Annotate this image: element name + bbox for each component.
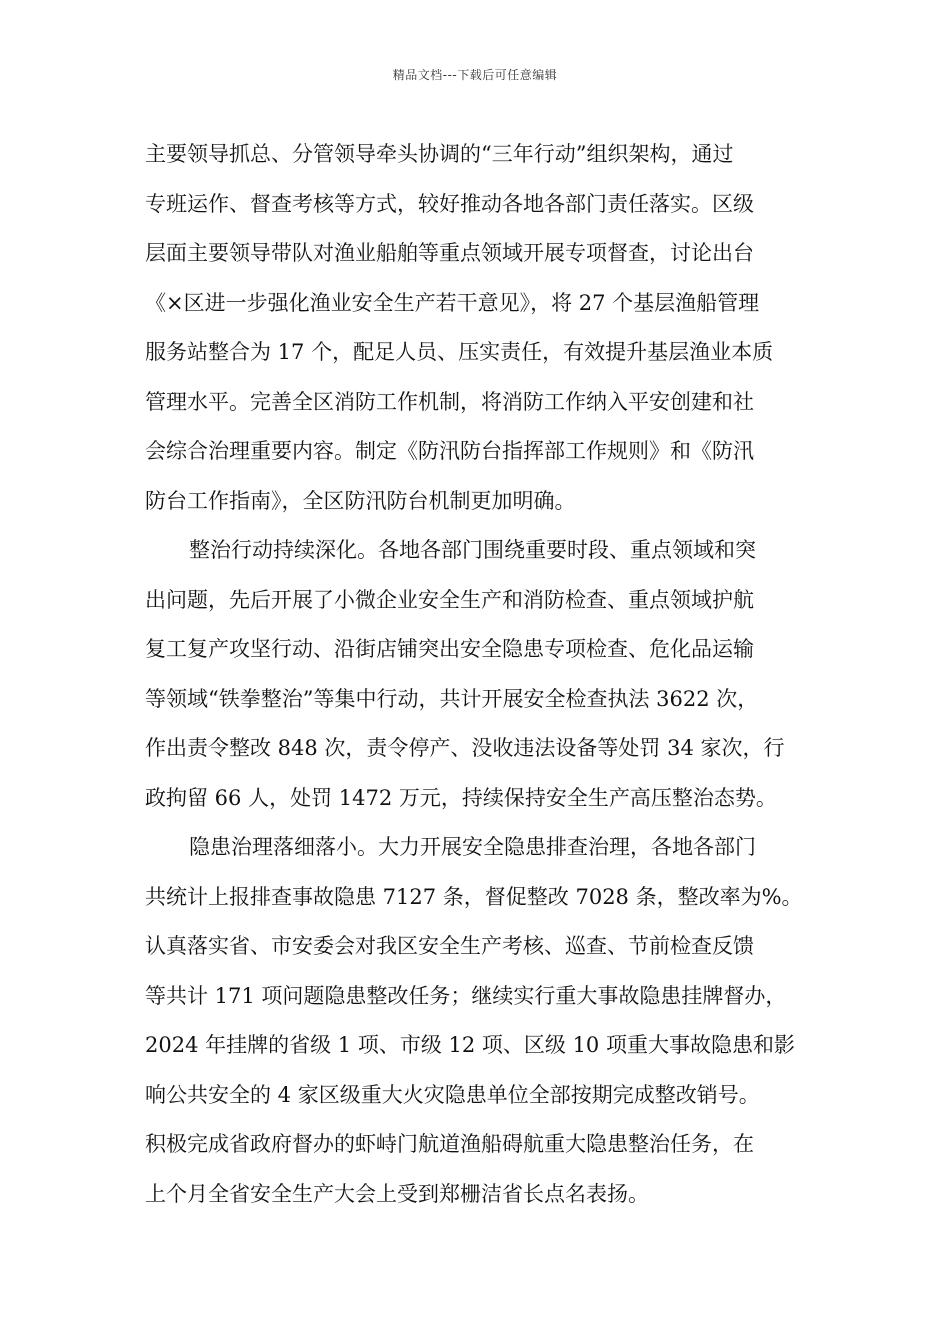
text-line: 出问题，先后开展了小微企业安全生产和消防检查、重点领域护航 xyxy=(145,587,754,612)
text-line: 等共计 171 项问题隐患整改任务；继续实行重大事故隐患挂牌督办， xyxy=(145,983,787,1008)
text-line: 等领域“铁拳整治”等集中行动，共计开展安全检查执法 3622 次， xyxy=(145,686,759,711)
paragraph-first-line: 整治行动持续深化。各地各部门围绕重要时段、重点领域和突 xyxy=(189,538,756,562)
document-body xyxy=(145,130,813,1219)
text-line: 作出责令整改 848 次，责令停产、没收违法设备等处罚 34 家次，行 xyxy=(145,736,785,760)
text-line: 《×区进一步强化渔业安全生产若干意见》，将 27 个基层渔船管理 xyxy=(145,290,760,315)
text-line: 积极完成省政府督办的虾峙门航道渔船碍航重大隐患整治任务，在 xyxy=(145,1132,754,1156)
paragraph-first-line: 隐患治理落细落小。大力开展安全隐患排查治理，各地各部门 xyxy=(189,835,756,859)
text-line: 服务站整合为 17 个，配足人员、压实责任，有效提升基层渔业本质 xyxy=(145,340,774,364)
text-line: 专班运作、督查考核等方式，较好推动各地各部门责任落实。区级 xyxy=(145,191,754,216)
text-line: 响公共安全的 4 家区级重大火灾隐患单位全部按期完成整改销号。 xyxy=(145,1082,760,1107)
text-line: 管理水平。完善全区消防工作机制，将消防工作纳入平安创建和社 xyxy=(145,389,754,414)
text-line: 复工复产攻坚行动、沿街店铺突出安全隐患专项检查、危化品运输 xyxy=(145,637,754,661)
text-line: 上个月全省安全生产大会上受到郑栅洁省长点名表扬。 xyxy=(145,1181,649,1206)
text-line: 共统计上报排查事故隐患 7127 条，督促整改 7028 条，整改率为%。 xyxy=(145,884,803,909)
page-header: 精品文档---下载后可任意编辑 xyxy=(392,68,558,82)
text-line: 会综合治理重要内容。制定《防汛防台指挥部工作规则》和《防汛 xyxy=(145,439,754,463)
text-line: 层面主要领导带队对渔业船舶等重点领域开展专项督查，讨论出台 xyxy=(145,241,754,265)
text-line: 认真落实省、市安委会对我区安全生产考核、巡查、节前检查反馈 xyxy=(145,934,754,958)
text-line: 2024 年挂牌的省级 1 项、市级 12 项、区级 10 项重大事故隐患和影 xyxy=(145,1033,795,1057)
text-line: 防台工作指南》，全区防汛防台机制更加明确。 xyxy=(145,488,576,513)
text-line: 主要领导抓总、分管领导牵头协调的“三年行动”组织架构，通过 xyxy=(145,142,734,166)
text-line: 政拘留 66 人，处罚 1472 万元，持续保持安全生产高压整治态势。 xyxy=(145,785,777,810)
